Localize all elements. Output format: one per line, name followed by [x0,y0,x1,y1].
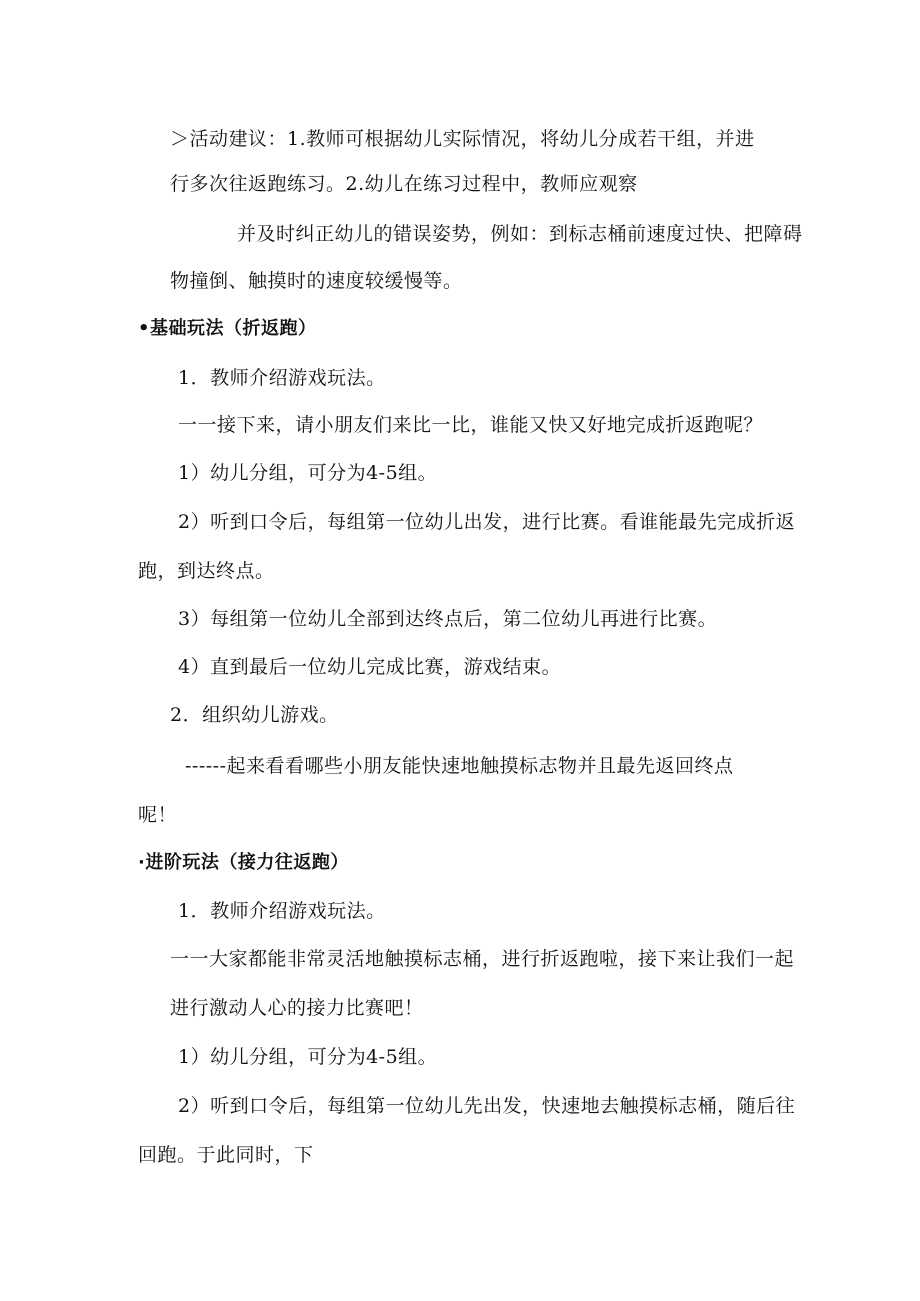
text-line: ------起来看看哪些小朋友能快速地触摸标志物并且最先返回终点 [185,755,734,777]
list-item: 4）直到最后一位幼儿完成比赛，游戏结束。 [178,656,562,678]
text-line: 并及时纠正幼儿的错误姿势，例如：到标志桶前速度过快、把障碍 [237,223,803,245]
text-line: 呢！ [138,804,178,826]
text-line: 进行激动人心的接力比赛吧！ [170,997,424,1019]
text-line: 物撞倒、触摸时的速度较缓慢等。 [170,270,463,292]
section-heading-advanced: ·进阶玩法（接力往返跑） [138,852,349,873]
list-item: 1）幼儿分组，可分为4-5组。 [178,462,438,484]
text-line: ＞活动建议：1.教师可根据幼儿实际情况，将幼儿分成若干组，并进 [170,128,755,150]
text-line: 一一接下来，请小朋友们来比一比，谁能又快又好地完成折返跑呢？ [178,414,764,436]
text-line: 1．教师介绍游戏玩法。 [178,900,386,922]
list-item: 3）每组第一位幼儿全部到达终点后，第二位幼儿再进行比赛。 [178,608,718,630]
text-line: 跑，到达终点。 [138,560,275,582]
text-line: 回跑。于此同时，下 [138,1144,314,1166]
text-line: 1．教师介绍游戏玩法。 [178,367,386,389]
text-line: 行多次往返跑练习。2.幼儿在练习过程中，教师应观察 [170,173,638,195]
list-item: 1）幼儿分组，可分为4-5组。 [178,1046,438,1068]
list-item: 2）听到口令后，每组第一位幼儿出发，进行比赛。看谁能最先完成折返 [178,511,796,533]
section-heading-basic: •基础玩法（折返跑） [138,318,317,339]
text-line: 2．组织幼儿游戏。 [170,704,339,726]
list-item: 2）听到口令后，每组第一位幼儿先出发，快速地去触摸标志桶，随后往 [178,1095,796,1117]
text-line: 一一大家都能非常灵活地触摸标志桶，进行折返跑啦，接下来让我们一起 [170,948,795,970]
